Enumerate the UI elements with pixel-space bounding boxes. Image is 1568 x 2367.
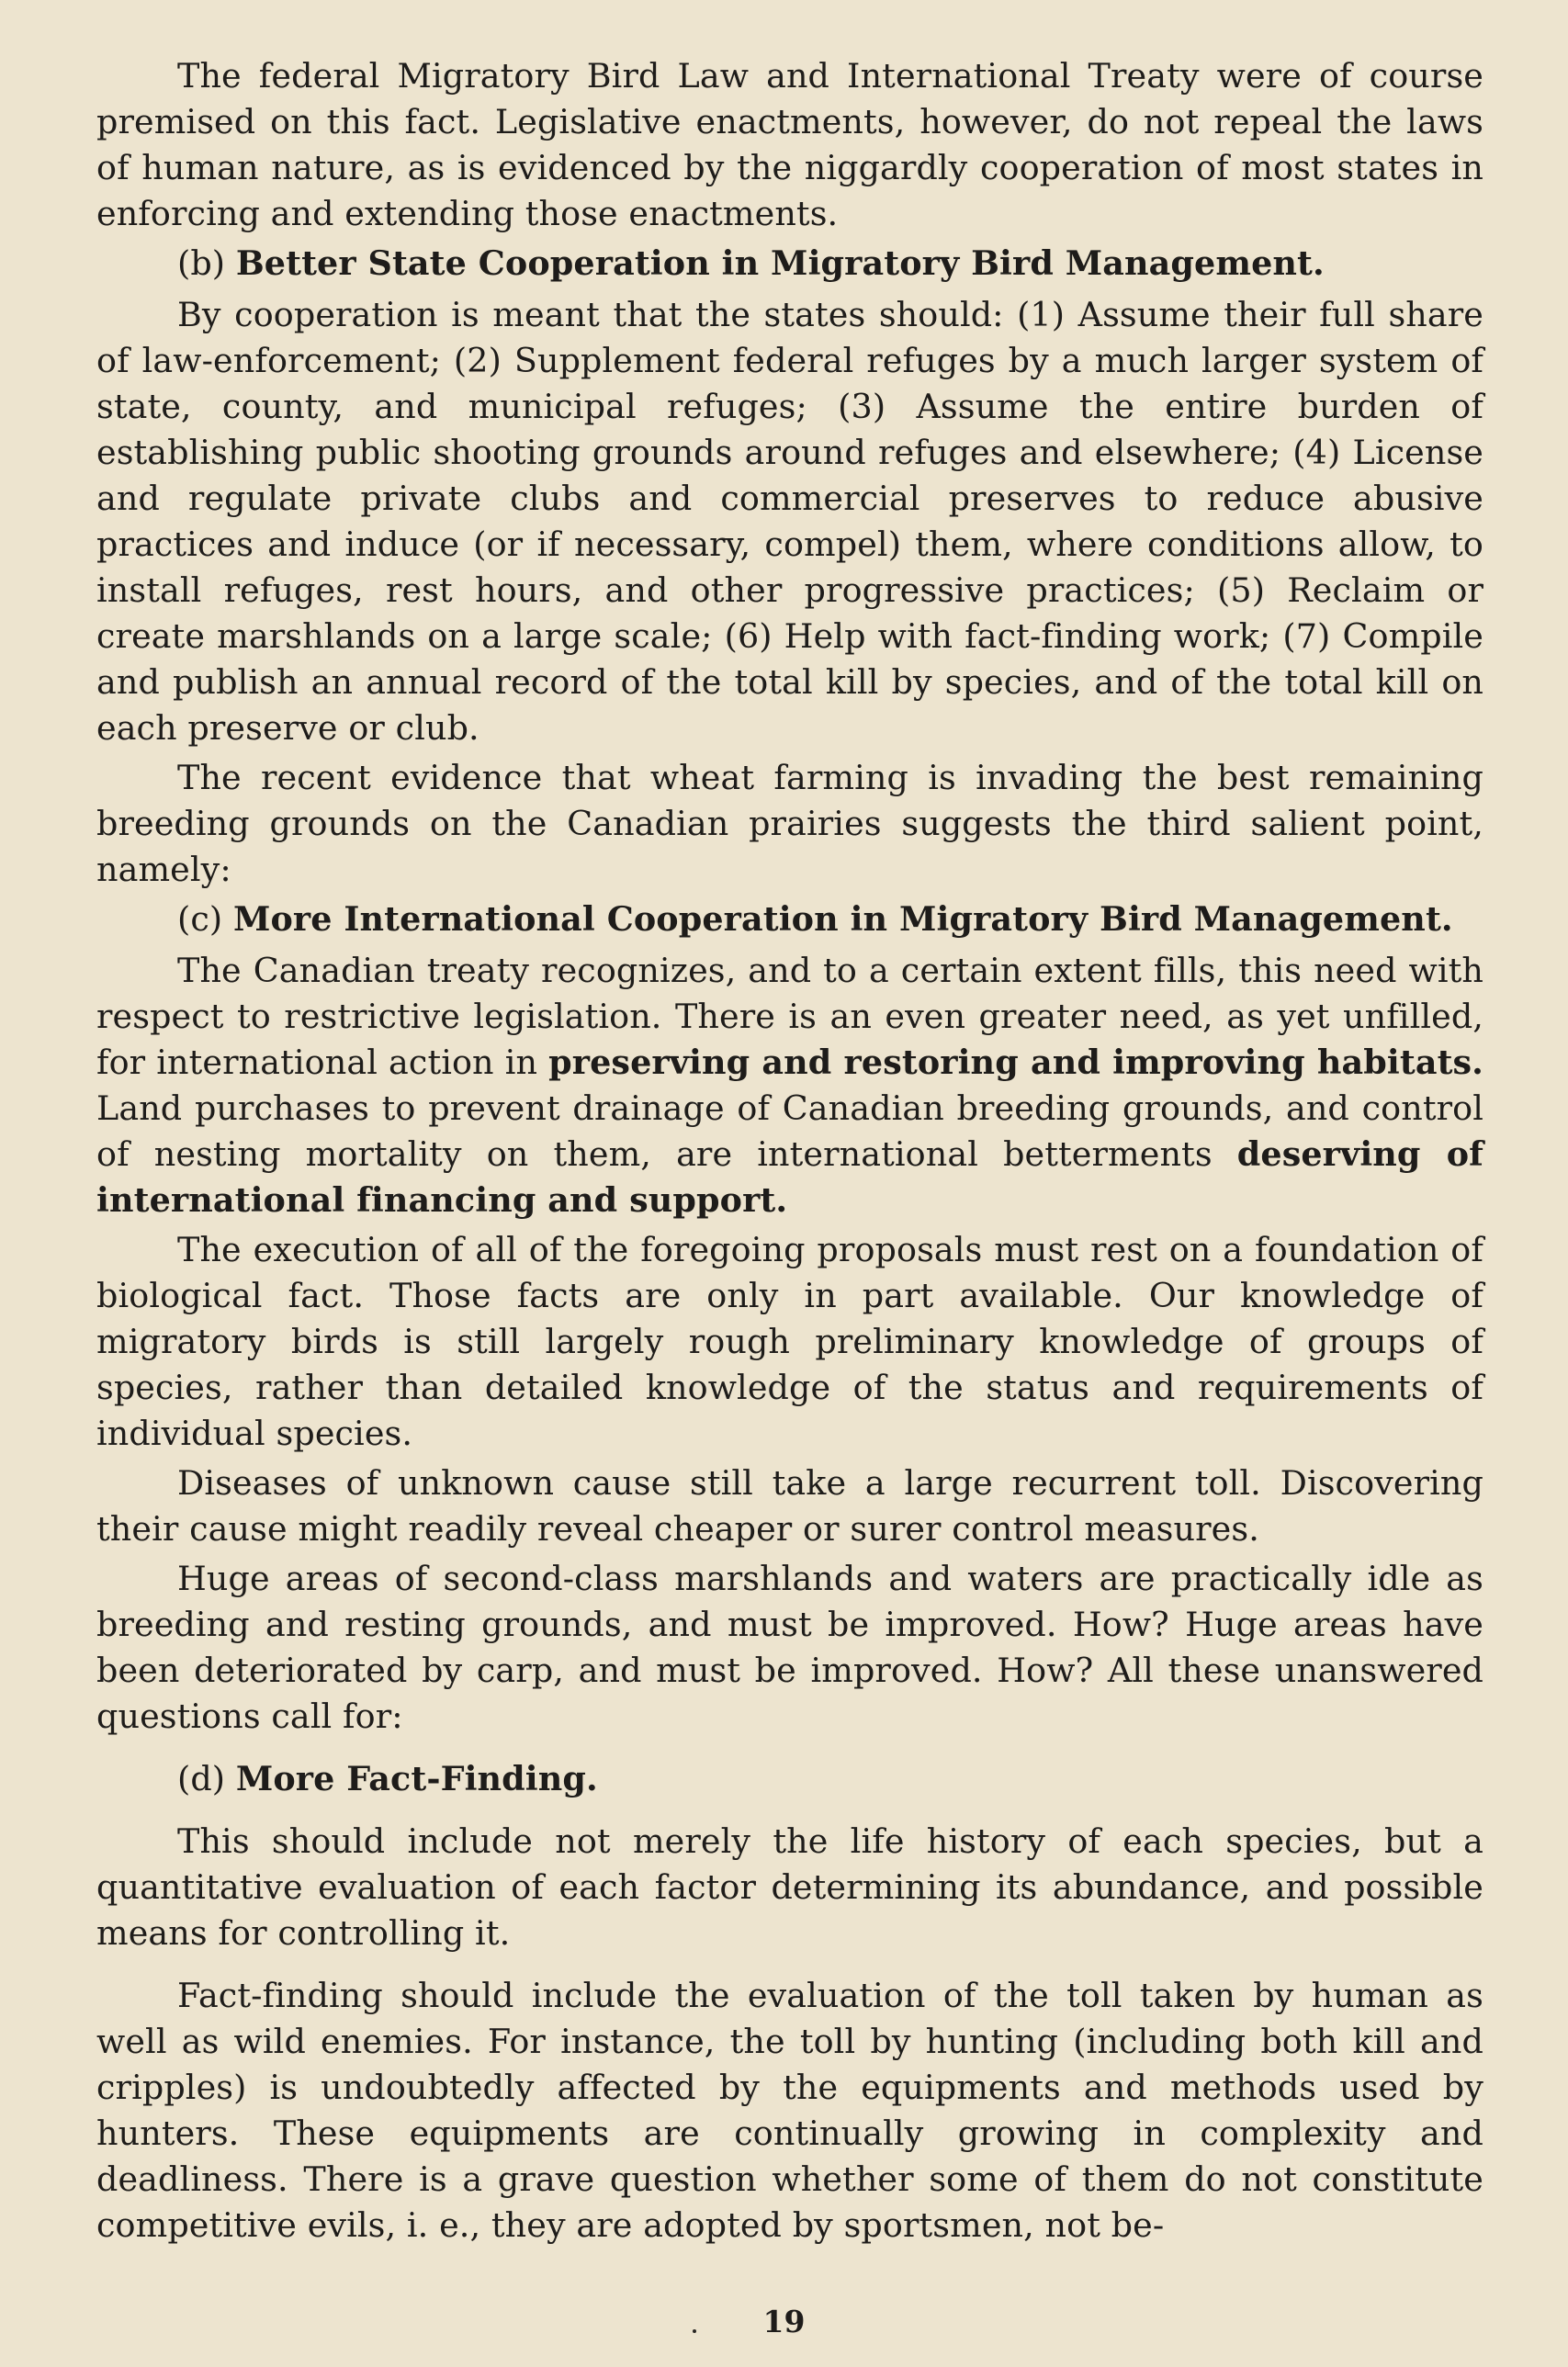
treaty-text-part2: Land purchases to prevent drainage of Canadian breeding grounds, and control of nesting mortality on them, are international betterments — [96, 1088, 1483, 1174]
section-title-d: More Fact-Finding. — [235, 1759, 598, 1798]
paragraph-fact-finding-toll: Fact-finding should include the evaluation of the toll taken by human as well as wild enemies. For instance, the toll by hunting (including both kill and cripples) is undoubtedly affected by the equipments and methods used by hunters. These equipments are continually growing in complexity and deadliness. There is a grave question whether some of them do not constitute competitive evils, i. e., they are adopted by sportsmen, not be- — [96, 1976, 1483, 2245]
section-heading-d — [96, 1756, 1483, 1802]
body-text — [96, 53, 1483, 2252]
section-marker-b: (b) — [177, 243, 226, 283]
treaty-bold-financing: deserving of international financing and support. — [96, 1134, 1483, 1220]
paragraph-migratory-law: The federal Migratory Bird Law and International Treaty were of course premised on this fact. Legislative enactments, however, do not repeal the laws of human nature, as is evidenced by the niggardly cooperation of most states in enforcing and extending those enactments. — [96, 56, 1483, 233]
treaty-bold-habitats: preserving and restoring and improving habitats. — [548, 1043, 1483, 1082]
page-number: 19 — [762, 2304, 806, 2339]
section-marker-c: (c) — [177, 899, 223, 939]
paragraph-diseases: Diseases of unknown cause still take a large recurrent toll. Discovering their cause might readily reveal cheaper or surer control measures. — [96, 1463, 1483, 1549]
paragraph-life-history: This should include not merely the life history of each species, but a quantitative evaluation of each factor determining its abundance, and possible means for controlling it. — [96, 1821, 1483, 1953]
section-heading-c — [96, 896, 1483, 942]
section-title-c: More International Cooperation in Migratory Bird Management. — [232, 899, 1453, 939]
section-title-b: Better State Cooperation in Migratory Bird Management. — [235, 243, 1325, 283]
paragraph-state-cooperation: By cooperation is meant that the states should: (1) Assume their full share of law-enforcement; (2) Supplement federal refuges by a much larger system of state, county, and municipal refuges; (3) Assume the entire burden of establishing public shooting grounds around refuges and elsewhere; (4) License and regulate private clubs and commercial preserves to reduce abusive practices and induce (or if necessary, compel) them, where conditions allow, to install refuges, rest hours, and other progressive practices; (5) Reclaim or create marshlands on a large scale; (6) Help with fact-finding work; (7) Compile and publish an annual record of the total kill by species, and of the total kill on each preserve or club. — [96, 295, 1483, 748]
paragraph-marshlands: Huge areas of second-class marshlands and waters are practically idle as breeding and resting grounds, and must be improved. How? Huge areas have been deteriorated by carp, and must be improved. How? All these unanswered questions call for: — [96, 1559, 1483, 1736]
treaty-text-part1: The Canadian treaty recognizes, and to a certain extent fills, this need with respect to restrictive legislation. There is an even greater need, as yet unfilled, for international action in — [96, 951, 1483, 1082]
paragraph-canadian-treaty — [96, 948, 1483, 1223]
paragraph-wheat-farming: The recent evidence that wheat farming is invading the best remaining breeding grounds on the Canadian prairies suggests the third salient point, namely: — [96, 758, 1483, 889]
paragraph-biological-fact: The execution of all of the foregoing proposals must rest on a foundation of biological fact. Those facts are only in part available. Our knowledge of migratory birds is still largely rough preliminary knowledge of groups of species, rather than detailed knowledge of the status and requirements of individual species. — [96, 1230, 1483, 1453]
section-heading-b — [96, 241, 1483, 287]
section-marker-d: (d) — [177, 1759, 226, 1798]
